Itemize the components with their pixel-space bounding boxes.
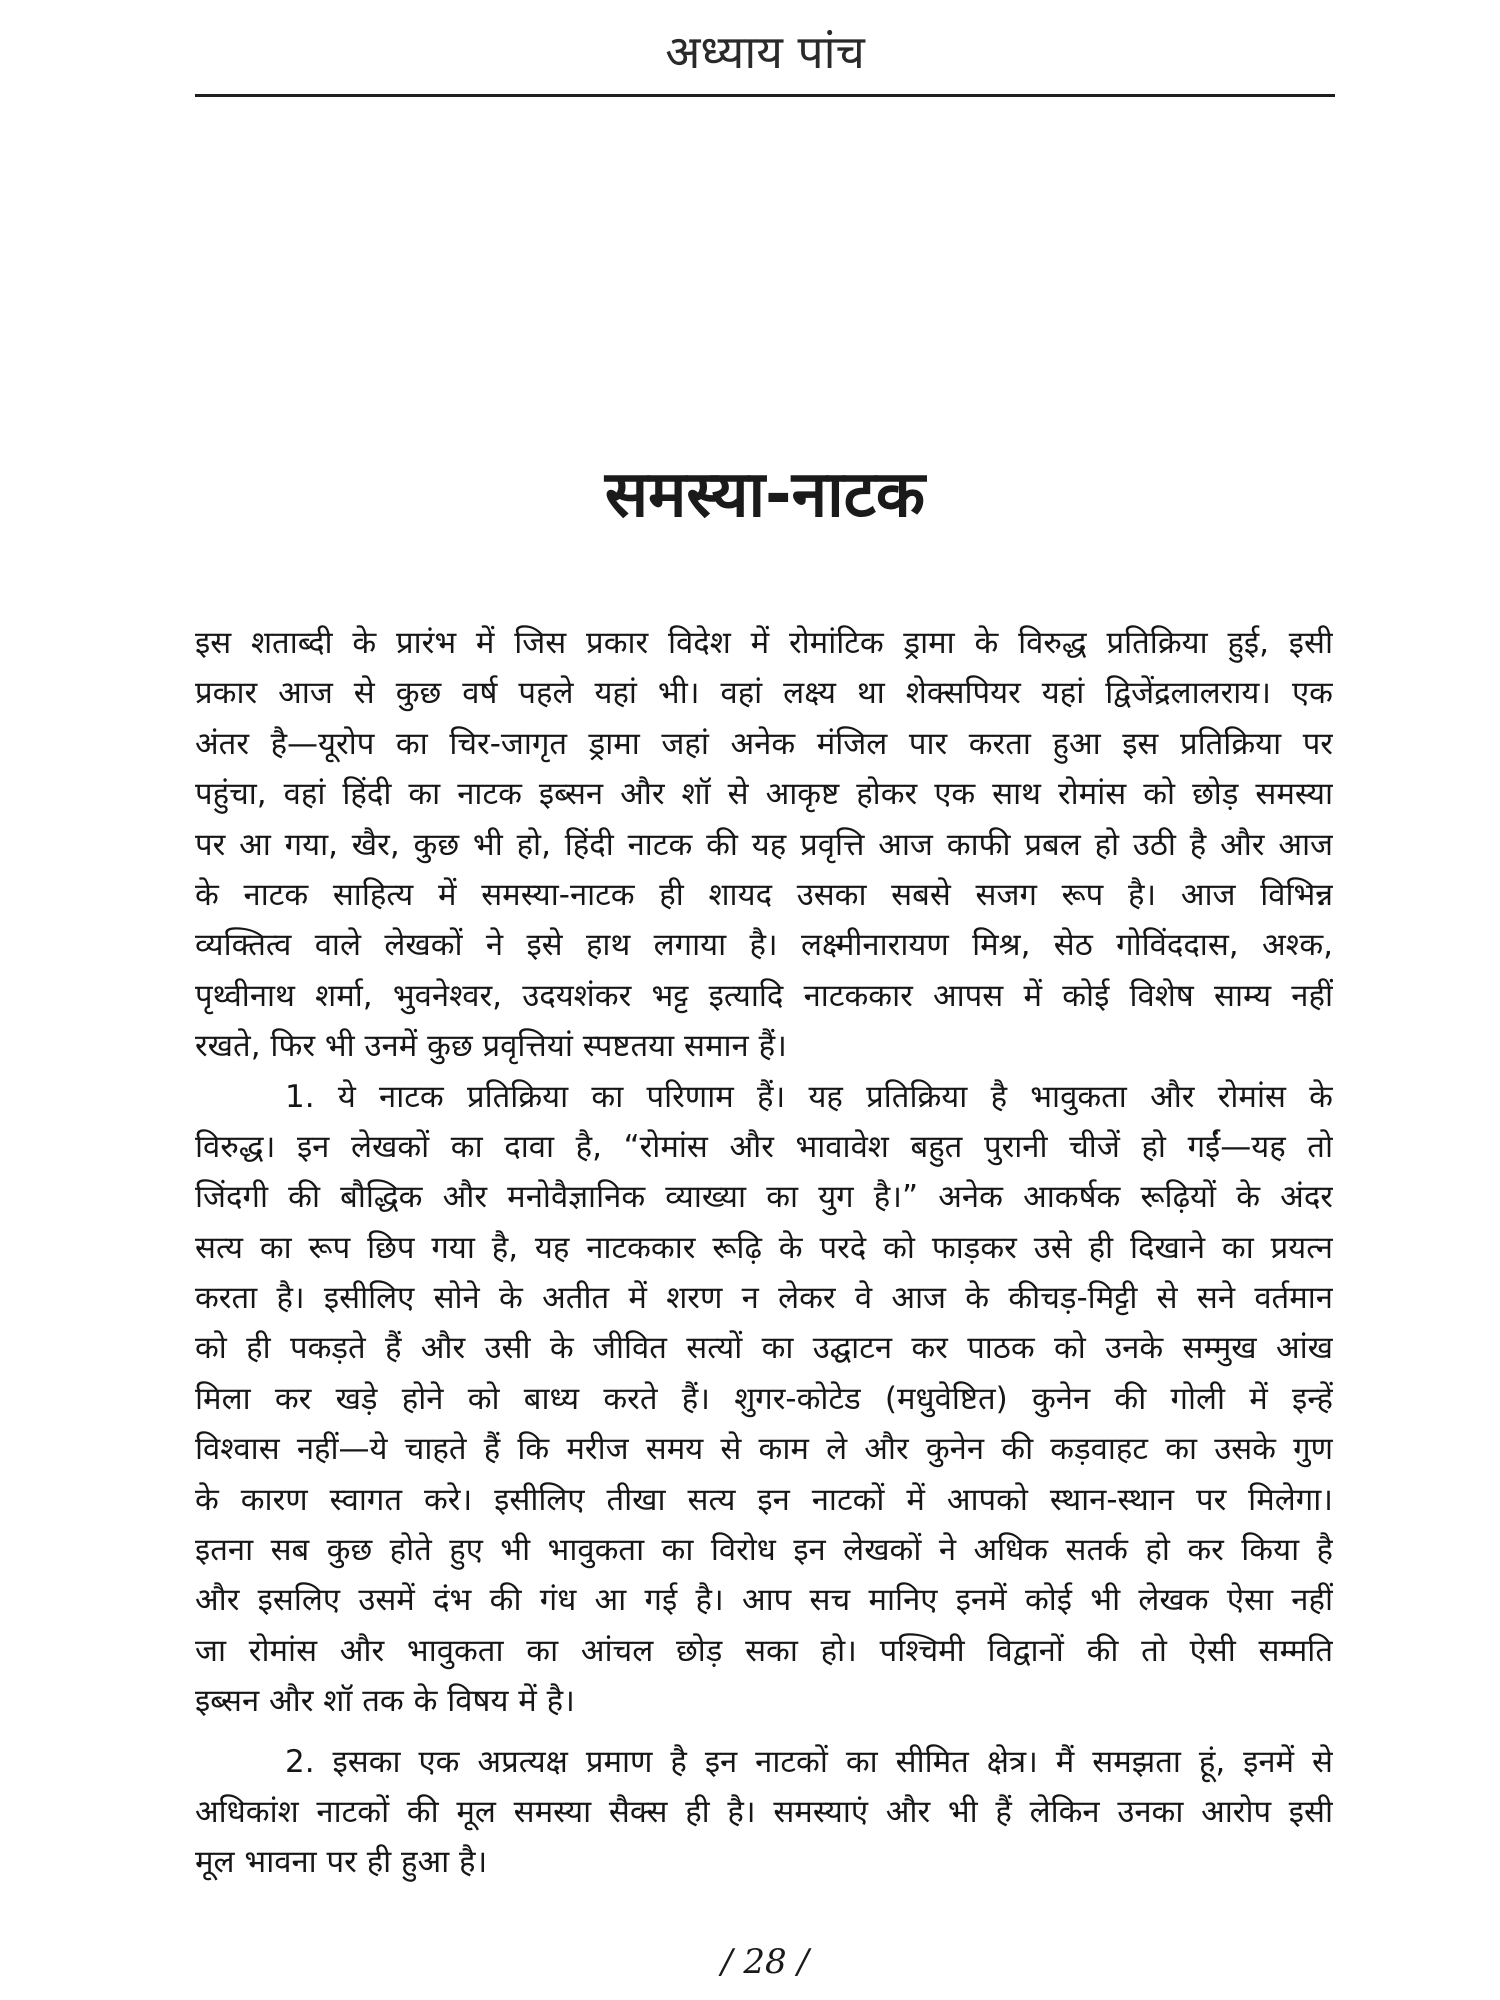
text-line: मिला कर खड़े होने को बाध्य करते हैं। शुगर-कोटेड (मधुवेष्टित) कुनेन की गोली में इन्हें: [195, 1380, 1333, 1417]
text-line: पहुंचा, वहां हिंदी का नाटक इब्सन और शॉ से आकृष्ट होकर एक साथ रोमांस को छोड़ समस्या: [195, 776, 1333, 813]
text-line: प्रकार आज से कुछ वर्ष पहले यहां भी। वहां लक्ष्य था शेक्सपियर यहां द्विजेंद्रलालराय। एक: [195, 675, 1333, 712]
intro-paragraph: [195, 618, 1333, 1072]
text-line: इस शताब्दी के प्रारंभ में जिस प्रकार विदेश में रोमांटिक ड्रामा के विरुद्ध प्रतिक्रिया हुई, इसी: [195, 625, 1333, 661]
text-line: इब्सन और शॉ तक के विषय में है।: [195, 1683, 575, 1720]
page-number: / 28 /: [721, 1942, 809, 1982]
text-line: मूल भावना पर ही हुआ है।: [195, 1844, 488, 1881]
text-line: पृथ्वीनाथ शर्मा, भुवनेश्वर, उदयशंकर भट्ट इत्यादि नाटककार आपस में कोई विशेष साम्य नहीं: [195, 977, 1333, 1014]
text-line: व्यक्तित्व वाले लेखकों ने इसे हाथ लगाया है। लक्ष्मीनारायण मिश्र, सेठ गोविंददास, अश्क,: [195, 927, 1333, 964]
text-line: करता है। इसीलिए सोने के अतीत में शरण न लेकर वे आज के कीचड़-मिट्टी से सने वर्तमान: [195, 1280, 1333, 1317]
header-rule: [195, 94, 1335, 97]
text-line: विश्वास नहीं—ये चाहते हैं कि मरीज समय से काम ले और कुनेन की कड़वाहट का उसके गुण: [195, 1431, 1333, 1468]
paragraph-gap: [195, 1727, 1333, 1737]
text-line: विरुद्ध। इन लेखकों का दावा है, “रोमांस और भावावेश बहुत पुरानी चीजें हो गईं—यह तो: [195, 1128, 1333, 1165]
text-line: इतना सब कुछ होते हुए भी भावुकता का विरोध इन लेखकों ने अधिक सतर्क हो कर किया है: [195, 1532, 1333, 1569]
text-line: 1. ये नाटक प्रतिक्रिया का परिणाम हैं। यह प्रतिक्रिया है भावुकता और रोमांस के: [285, 1078, 1333, 1115]
text-line: 2. इसका एक अप्रत्यक्ष प्रमाण है इन नाटकों का सीमित क्षेत्र। मैं समझता हूं, इनमें से: [285, 1743, 1333, 1780]
running-head: अध्याय पांच: [665, 25, 865, 79]
text-line: सत्य का रूप छिप गया है, यह नाटककार रूढ़ि के परदे को फाड़कर उसे ही दिखाने का प्रयत्न: [195, 1229, 1333, 1266]
text-line: के कारण स्वागत करे। इसीलिए तीखा सत्य इन नाटकों में आपको स्थान-स्थान पर मिलेगा।: [195, 1481, 1333, 1518]
text-line: पर आ गया, खैर, कुछ भी हो, हिंदी नाटक की यह प्रवृत्ति आज काफी प्रबल हो उठी है और आज: [195, 826, 1333, 863]
point-2-paragraph: [195, 1737, 1333, 1888]
body-text: [195, 618, 1333, 1888]
text-line: जा रोमांस और भावुकता का आंचल छोड़ सका हो। पश्चिमी विद्वानों की तो ऐसी सम्मति: [195, 1632, 1333, 1669]
text-line: को ही पकड़ते हैं और उसी के जीवित सत्यों का उद्घाटन कर पाठक को उनके सम्मुख आंख: [195, 1330, 1333, 1367]
point-1-paragraph: [195, 1072, 1333, 1727]
text-line: अधिकांश नाटकों की मूल समस्या सैक्स ही है। समस्याएं और भी हैं लेकिन उनका आरोप इसी: [195, 1793, 1333, 1830]
chapter-title: समस्या-नाटक: [604, 458, 926, 532]
text-line: रखते, फिर भी उनमें कुछ प्रवृत्तियां स्पष्टतया समान हैं।: [195, 1028, 787, 1065]
text-line: अंतर है—यूरोप का चिर-जागृत ड्रामा जहां अनेक मंजिल पार करता हुआ इस प्रतिक्रिया पर: [195, 725, 1333, 762]
text-line: के नाटक साहित्य में समस्या-नाटक ही शायद उसका सबसे सजग रूप है। आज विभिन्न: [195, 876, 1333, 913]
text-line: जिंदगी की बौद्धिक और मनोवैज्ञानिक व्याख्या का युग है।” अनेक आकर्षक रूढ़ियों के अंदर: [195, 1179, 1333, 1216]
text-line: और इसलिए उसमें दंभ की गंध आ गई है। आप सच मानिए इनमें कोई भी लेखक ऐसा नहीं: [195, 1582, 1333, 1619]
